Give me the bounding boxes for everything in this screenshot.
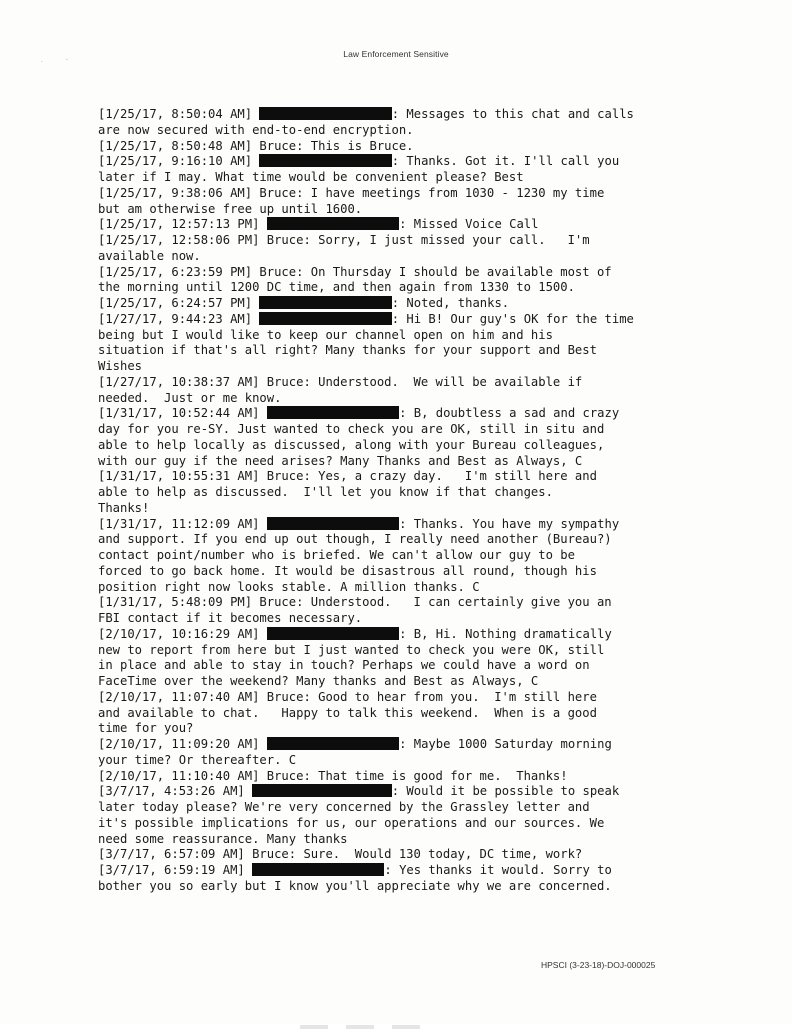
line-text: [1/31/17, 5:48:09 PM] Bruce: Understood. I can certainly give you an [98, 595, 612, 610]
transcript-line [98, 485, 678, 501]
line-text: able to help locally as discussed, along with your Bureau colleagues, [98, 437, 605, 452]
transcript-line [98, 139, 678, 155]
line-text: later today please? We're very concerned by the Grassley letter and [98, 800, 590, 814]
transcript-line [98, 517, 678, 533]
transcript-line [98, 265, 678, 281]
transcript-line [98, 170, 678, 186]
scan-edge-mark [346, 1025, 374, 1029]
transcript-line [98, 580, 678, 596]
line-text: : Would it be possible to speak [391, 784, 620, 799]
line-text: your time? Or thereafter. C [98, 752, 297, 767]
line-text: FBI contact if it becomes necessary. [98, 611, 363, 625]
transcript-line [98, 359, 678, 375]
line-text: Wishes [98, 359, 143, 373]
transcript-line [98, 233, 678, 249]
line-text: [1/27/17, 10:38:37 AM] Bruce: Understood. We will be available if [98, 374, 583, 389]
transcript-line [98, 469, 678, 485]
line-text: the morning until 1200 DC time, and then again from 1330 to 1500. [98, 280, 575, 295]
transcript-line [98, 816, 678, 832]
line-text: : B, doubtless a sad and crazy [399, 406, 620, 421]
transcript-line [98, 422, 678, 438]
line-text: [1/25/17, 9:16:10 AM] [98, 154, 260, 169]
line-text: in place and able to stay in touch? Perhaps we could have a word on [98, 658, 590, 673]
transcript-line [98, 501, 678, 517]
transcript-line [98, 186, 678, 202]
redaction-box [259, 296, 391, 309]
line-text: it's possible implications for us, our operations and our sources. We [98, 815, 605, 830]
transcript-line [98, 643, 678, 659]
transcript-line [98, 123, 678, 139]
transcript-line [98, 154, 678, 170]
transcript-line [98, 879, 678, 895]
redaction-box [267, 517, 399, 530]
transcript-line [98, 328, 678, 344]
line-text: and support. If you end up out though, I really need another (Bureau?) [98, 532, 612, 547]
transcript-line [98, 202, 678, 218]
line-text: [1/25/17, 8:50:48 AM] Bruce: This is Bruce. [98, 138, 414, 153]
line-text: and available to chat. Happy to talk this weekend. When is a good [98, 705, 597, 720]
line-text: are now secured with end-to-end encryption. [98, 122, 414, 137]
line-text: [1/25/17, 12:57:13 PM] [98, 217, 267, 232]
line-text: [1/31/17, 10:55:31 AM] Bruce: Yes, a crazy day. I'm still here and [98, 469, 597, 484]
line-text: [1/25/17, 6:24:57 PM] [98, 296, 260, 310]
line-text: : Yes thanks it would. Sorry to [384, 863, 612, 877]
transcript-line [98, 438, 678, 454]
redaction-box [259, 312, 391, 325]
line-text: [1/27/17, 9:44:23 AM] [98, 311, 260, 326]
transcript-line [98, 769, 678, 785]
transcript-line [98, 249, 678, 265]
transcript-line [98, 611, 678, 627]
transcript-line [98, 753, 678, 769]
scan-speck: . [41, 58, 43, 64]
transcript-line [98, 690, 678, 706]
line-text: with our guy if the need arises? Many Thanks and Best as Always, C [98, 453, 583, 468]
redaction-box [259, 154, 391, 167]
line-text: [1/31/17, 10:52:44 AM] [98, 406, 267, 421]
transcript-line [98, 454, 678, 470]
transcript-line [98, 406, 678, 422]
line-text: : Messages to this chat and calls [391, 107, 634, 121]
transcript-line [98, 832, 678, 848]
line-text: position right now looks stable. A million thanks. C [98, 579, 480, 594]
line-text: contact point/number who is briefed. We can't allow our guy to be [98, 548, 575, 562]
line-text: being but I would like to keep our channel open on him and his [98, 327, 553, 342]
line-text: new to report from here but I just wanted to check you were OK, still [98, 642, 605, 657]
scan-edge-marks [300, 1016, 500, 1022]
redaction-box [259, 107, 391, 120]
transcript-line [98, 784, 678, 800]
line-text: day for you re-SY. Just wanted to check you are OK, still in situ and [98, 422, 605, 436]
transcript-line [98, 595, 678, 611]
transcript-line [98, 280, 678, 296]
transcript-line [98, 217, 678, 233]
line-text: [2/10/17, 11:10:40 AM] Bruce: That time is good for me. Thanks! [98, 768, 568, 783]
line-text: [1/25/17, 8:50:04 AM] [98, 107, 260, 121]
redaction-box [252, 784, 392, 797]
line-text: bother you so early but I know you'll appreciate why we are concerned. [98, 878, 612, 893]
line-text: need some reassurance. Many thanks [98, 831, 348, 846]
redaction-box [267, 627, 399, 640]
transcript-line [98, 107, 678, 123]
transcript-line [98, 863, 678, 879]
transcript-line [98, 548, 678, 564]
chat-transcript [98, 107, 678, 895]
scan-speck: ´ [66, 60, 68, 66]
line-text: [2/10/17, 11:09:20 AM] [98, 737, 267, 751]
transcript-line [98, 658, 678, 674]
transcript-line [98, 737, 678, 753]
line-text: later if I may. What time would be convenient please? Best [98, 170, 524, 184]
redaction-box [267, 406, 399, 419]
transcript-line [98, 721, 678, 737]
redaction-box [252, 863, 384, 876]
line-text: [2/10/17, 10:16:29 AM] [98, 626, 267, 641]
line-text: [1/25/17, 12:58:06 PM] Bruce: Sorry, I just missed your call. I'm [98, 233, 590, 247]
transcript-line [98, 532, 678, 548]
line-text: : Noted, thanks. [391, 296, 510, 310]
line-text: [3/7/17, 6:59:19 AM] [98, 863, 253, 877]
line-text: available now. [98, 248, 201, 263]
line-text: needed. Just or me know. [98, 390, 282, 405]
transcript-line [98, 343, 678, 359]
line-text: [3/7/17, 6:57:09 AM] Bruce: Sure. Would 130 today, DC time, work? [98, 847, 583, 862]
line-text: : Thanks. Got it. I'll call you [391, 154, 620, 169]
line-text: : Maybe 1000 Saturday morning [399, 737, 612, 751]
line-text: [1/25/17, 6:23:59 PM] Bruce: On Thursday I should be available most of [98, 264, 612, 279]
transcript-line [98, 375, 678, 391]
line-text: : Missed Voice Call [399, 217, 539, 232]
line-text: [1/31/17, 11:12:09 AM] [98, 516, 267, 531]
line-text: [2/10/17, 11:07:40 AM] Bruce: Good to hear from you. I'm still here [98, 689, 597, 704]
transcript-line [98, 564, 678, 580]
redaction-box [267, 737, 399, 750]
page-header: Law Enforcement Sensitive [343, 49, 449, 59]
line-text: [3/7/17, 4:53:26 AM] [98, 784, 253, 799]
transcript-line [98, 312, 678, 328]
line-text: forced to go back home. It would be disastrous all round, though his [98, 563, 597, 578]
line-text: but am otherwise free up until 1600. [98, 201, 363, 216]
line-text: [1/25/17, 9:38:06 AM] Bruce: I have meetings from 1030 - 1230 my time [98, 185, 605, 200]
transcript-line [98, 627, 678, 643]
transcript-line [98, 391, 678, 407]
line-text: Thanks! [98, 500, 150, 515]
transcript-line [98, 706, 678, 722]
line-text: : B, Hi. Nothing dramatically [399, 626, 612, 641]
transcript-line [98, 847, 678, 863]
line-text: able to help as discussed. I'll let you know if that changes. [98, 485, 553, 499]
line-text: situation if that's all right? Many thanks for your support and Best [98, 343, 597, 358]
line-text: : Hi B! Our guy's OK for the time [391, 311, 634, 326]
bates-number: HPSCI (3-23-18)-DOJ-000025 [541, 960, 656, 970]
line-text: : Thanks. You have my sympathy [399, 516, 620, 531]
scan-edge-mark [392, 1025, 420, 1029]
line-text: FaceTime over the weekend? Many thanks and Best as Always, C [98, 674, 539, 688]
scan-edge-mark [300, 1025, 328, 1029]
transcript-line [98, 296, 678, 312]
line-text: time for you? [98, 721, 194, 736]
redaction-box [267, 217, 399, 230]
transcript-line [98, 674, 678, 690]
transcript-line [98, 800, 678, 816]
